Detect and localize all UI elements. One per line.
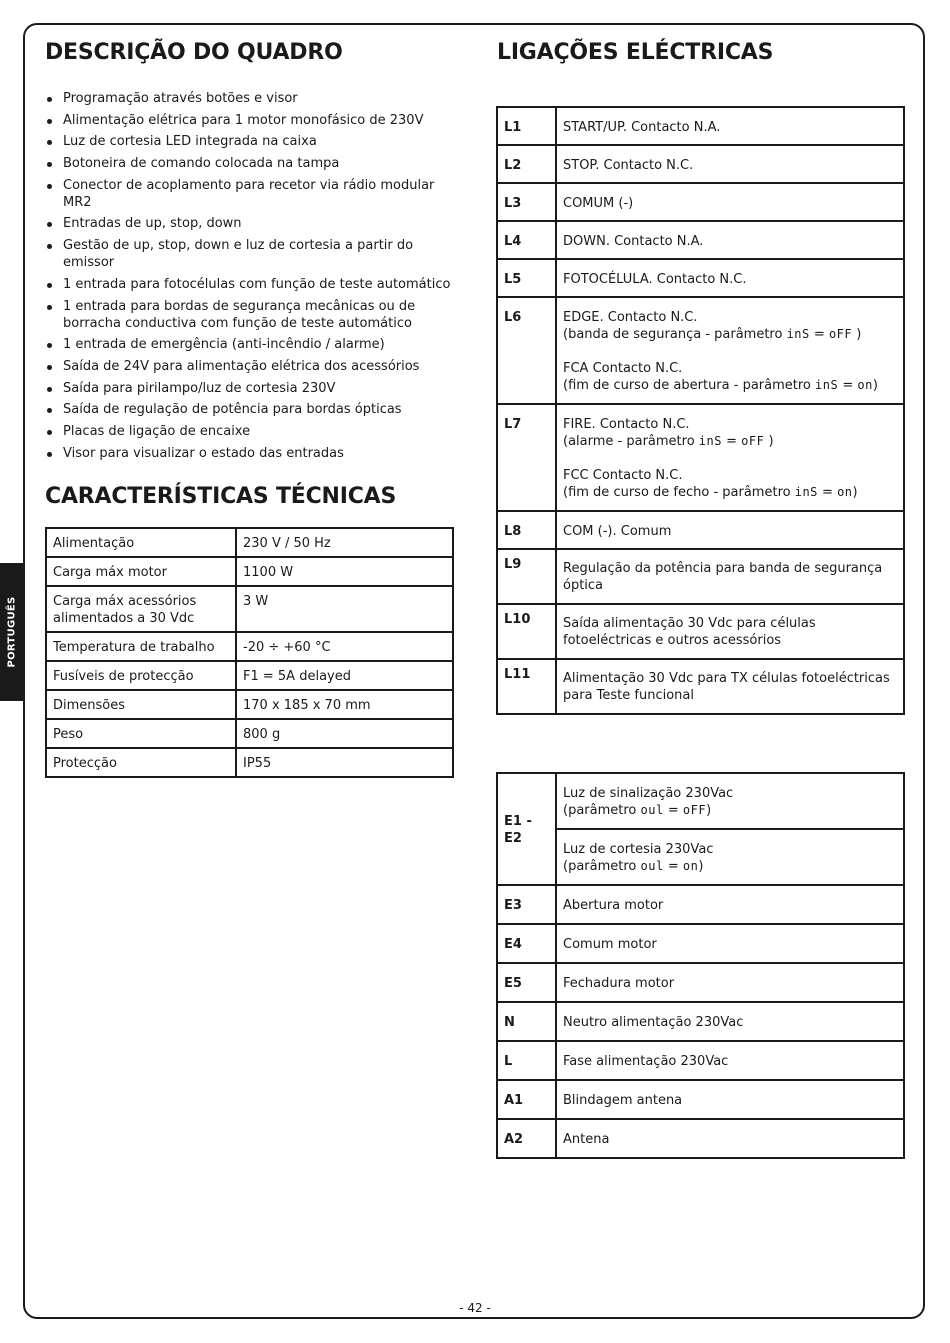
list-item: Saída de regulação de potência para bordas ópticas [45,401,460,418]
table-row [497,604,904,659]
lcd-param: inS [815,378,839,392]
list-item: 1 entrada para bordas de segurança mecânicas ou de borracha conductiva com função de teste automático [45,298,460,332]
text-span: (parâmetro [563,859,641,874]
terminal-code: L10 [497,604,556,659]
list-item: Alimentação elétrica para 1 motor monofásico de 230V [45,112,460,129]
terminal-description: Regulação da potência para banda de segurança óptica [556,549,904,604]
terminal-code: E4 [497,924,556,963]
caracteristicas-title: CARACTERÍSTICAS TÉCNICAS [45,484,397,509]
spec-value: F1 = 5A delayed [236,661,453,690]
terminal-description: Neutro alimentação 230Vac [556,1002,904,1041]
description-line: Luz de sinalização 230Vac [563,786,734,801]
description-line: Luz de cortesia 230Vac [563,842,714,857]
text-span: = [663,859,683,874]
text-span: = [838,378,858,393]
connections-table [496,106,905,715]
list-item: Placas de ligação de encaixe [45,423,460,440]
terminal-description: Antena [556,1119,904,1158]
ligacoes-title: LIGAÇÕES ELÉCTRICAS [497,40,774,65]
table-row [46,719,453,748]
page-number: - 42 - [459,1301,491,1315]
list-item: Gestão de up, stop, down e luz de cortesia a partir do emissor [45,237,460,271]
list-item: Entradas de up, stop, down [45,215,460,232]
text-span: (fim de curso de fecho - parâmetro [563,485,795,500]
terminal-code: L4 [497,221,556,259]
table-row [46,748,453,777]
terminal-description: FOTOCÉLULA. Contacto N.C. [556,259,904,297]
spec-value: 1100 W [236,557,453,586]
terminal-code: L6 [497,297,556,404]
spec-value: 230 V / 50 Hz [236,528,453,557]
lcd-param: inS [794,485,818,499]
table-row [497,1080,904,1119]
table-row [497,1119,904,1158]
description-line [563,802,897,819]
description-line [563,433,897,450]
table-row [497,221,904,259]
table-row [497,924,904,963]
description-line [563,484,897,501]
table-row [46,690,453,719]
motor-terminals-table [496,772,905,1159]
terminal-description: Alimentação 30 Vdc para TX células fotoeléctricas para Teste funcional [556,659,904,714]
spacer [563,450,897,467]
terminal-code: L3 [497,183,556,221]
text-span: (fim de curso de abertura - parâmetro [563,378,816,393]
table-row [497,549,904,604]
table-row [497,183,904,221]
table-row [497,1002,904,1041]
list-item: Visor para visualizar o estado das entradas [45,445,460,462]
spec-label: Temperatura de trabalho [46,632,236,661]
text-span: ) [872,378,878,393]
terminal-description [556,773,904,829]
terminal-description: COM (-). Comum [556,511,904,549]
table-row [497,659,904,714]
lcd-param: inS [698,434,722,448]
features-list [45,90,460,466]
table-row [497,773,904,829]
terminal-code: A2 [497,1119,556,1158]
text-span: ) [852,485,858,500]
table-row [497,829,904,885]
description-line [563,377,897,394]
description-line: FCA Contacto N.C. [563,361,683,376]
text-span: ) [698,859,704,874]
terminal-code: L11 [497,659,556,714]
lcd-param: oul [640,859,664,873]
language-tab [0,563,24,701]
table-row [497,145,904,183]
terminal-description: Fechadura motor [556,963,904,1002]
terminal-code: L5 [497,259,556,297]
terminal-description [556,404,904,511]
text-span: (alarme - parâmetro [563,434,699,449]
spec-value: 170 x 185 x 70 mm [236,690,453,719]
terminal-code: N [497,1002,556,1041]
text-span: = [721,434,742,449]
spec-label: Carga máx motor [46,557,236,586]
spec-label: Protecção [46,748,236,777]
description-line: EDGE. Contacto N.C. [563,310,698,325]
terminal-code: L7 [497,404,556,511]
text-span: (banda de segurança - parâmetro [563,327,787,342]
terminal-code: L [497,1041,556,1080]
terminal-description: Fase alimentação 230Vac [556,1041,904,1080]
terminal-description [556,829,904,885]
table-row [46,632,453,661]
list-item: Luz de cortesia LED integrada na caixa [45,133,460,150]
terminal-description: DOWN. Contacto N.A. [556,221,904,259]
spec-label: Peso [46,719,236,748]
lcd-value: on [837,485,853,499]
list-item: Botoneira de comando colocada na tampa [45,155,460,172]
text-span: = [663,803,683,818]
list-item: Saída para pirilampo/luz de cortesia 230V [45,380,460,397]
terminal-description [556,297,904,404]
list-item: 1 entrada para fotocélulas com função de teste automático [45,276,460,293]
spec-value: IP55 [236,748,453,777]
description-line: FIRE. Contacto N.C. [563,417,690,432]
table-row [46,661,453,690]
description-line [563,858,897,875]
list-item: 1 entrada de emergência (anti-incêndio / alarme) [45,336,460,353]
descricao-title: DESCRIÇÃO DO QUADRO [45,40,343,65]
terminal-description: Abertura motor [556,885,904,924]
lcd-param: inS [786,327,810,341]
text-span: ) [706,803,712,818]
table-row [497,404,904,511]
table-row [497,963,904,1002]
text-span: (parâmetro [563,803,641,818]
spec-label: Carga máx acessórios alimentados a 30 Vdc [46,586,236,632]
table-row [497,1041,904,1080]
terminal-code: A1 [497,1080,556,1119]
terminal-code: L1 [497,107,556,145]
terminal-description: STOP. Contacto N.C. [556,145,904,183]
spec-value: 3 W [236,586,453,632]
lcd-value: on [857,378,873,392]
terminal-description: START/UP. Contacto N.A. [556,107,904,145]
terminal-description: Comum motor [556,924,904,963]
terminal-description: Blindagem antena [556,1080,904,1119]
lcd-value: oFF [682,803,707,817]
table-row [46,586,453,632]
lcd-param: oul [640,803,664,817]
description-line [563,326,897,343]
spacer [563,343,897,360]
terminal-code: E1 - E2 [497,773,556,885]
terminal-code: E3 [497,885,556,924]
lcd-value: oFF [828,327,853,341]
lcd-value: on [682,859,699,873]
list-item: Programação através botões e visor [45,90,460,107]
spec-label: Alimentação [46,528,236,557]
terminal-description: COMUM (-) [556,183,904,221]
table-row [497,511,904,549]
text-span: = [809,327,829,342]
terminal-code: L9 [497,549,556,604]
spec-label: Fusíveis de protecção [46,661,236,690]
table-row [497,297,904,404]
spec-value: -20 ÷ +60 °C [236,632,453,661]
list-item: Saída de 24V para alimentação elétrica dos acessórios [45,358,460,375]
list-item: Conector de acoplamento para recetor via rádio modular MR2 [45,177,460,211]
spec-label: Dimensões [46,690,236,719]
terminal-code: L8 [497,511,556,549]
language-tab-label: PORTUGUÊS [6,596,18,668]
specs-table [45,527,454,778]
terminal-code: L2 [497,145,556,183]
lcd-value: oFF [741,434,765,448]
terminal-code: E5 [497,963,556,1002]
table-row [497,259,904,297]
text-span: = [817,485,838,500]
spec-value: 800 g [236,719,453,748]
text-span: ) [852,327,862,342]
text-span: ) [764,434,774,449]
table-row [46,557,453,586]
terminal-description: Saída alimentação 30 Vdc para células fotoeléctricas e outros acessórios [556,604,904,659]
table-row [497,885,904,924]
description-line: FCC Contacto N.C. [563,468,683,483]
table-row [46,528,453,557]
table-row [497,107,904,145]
